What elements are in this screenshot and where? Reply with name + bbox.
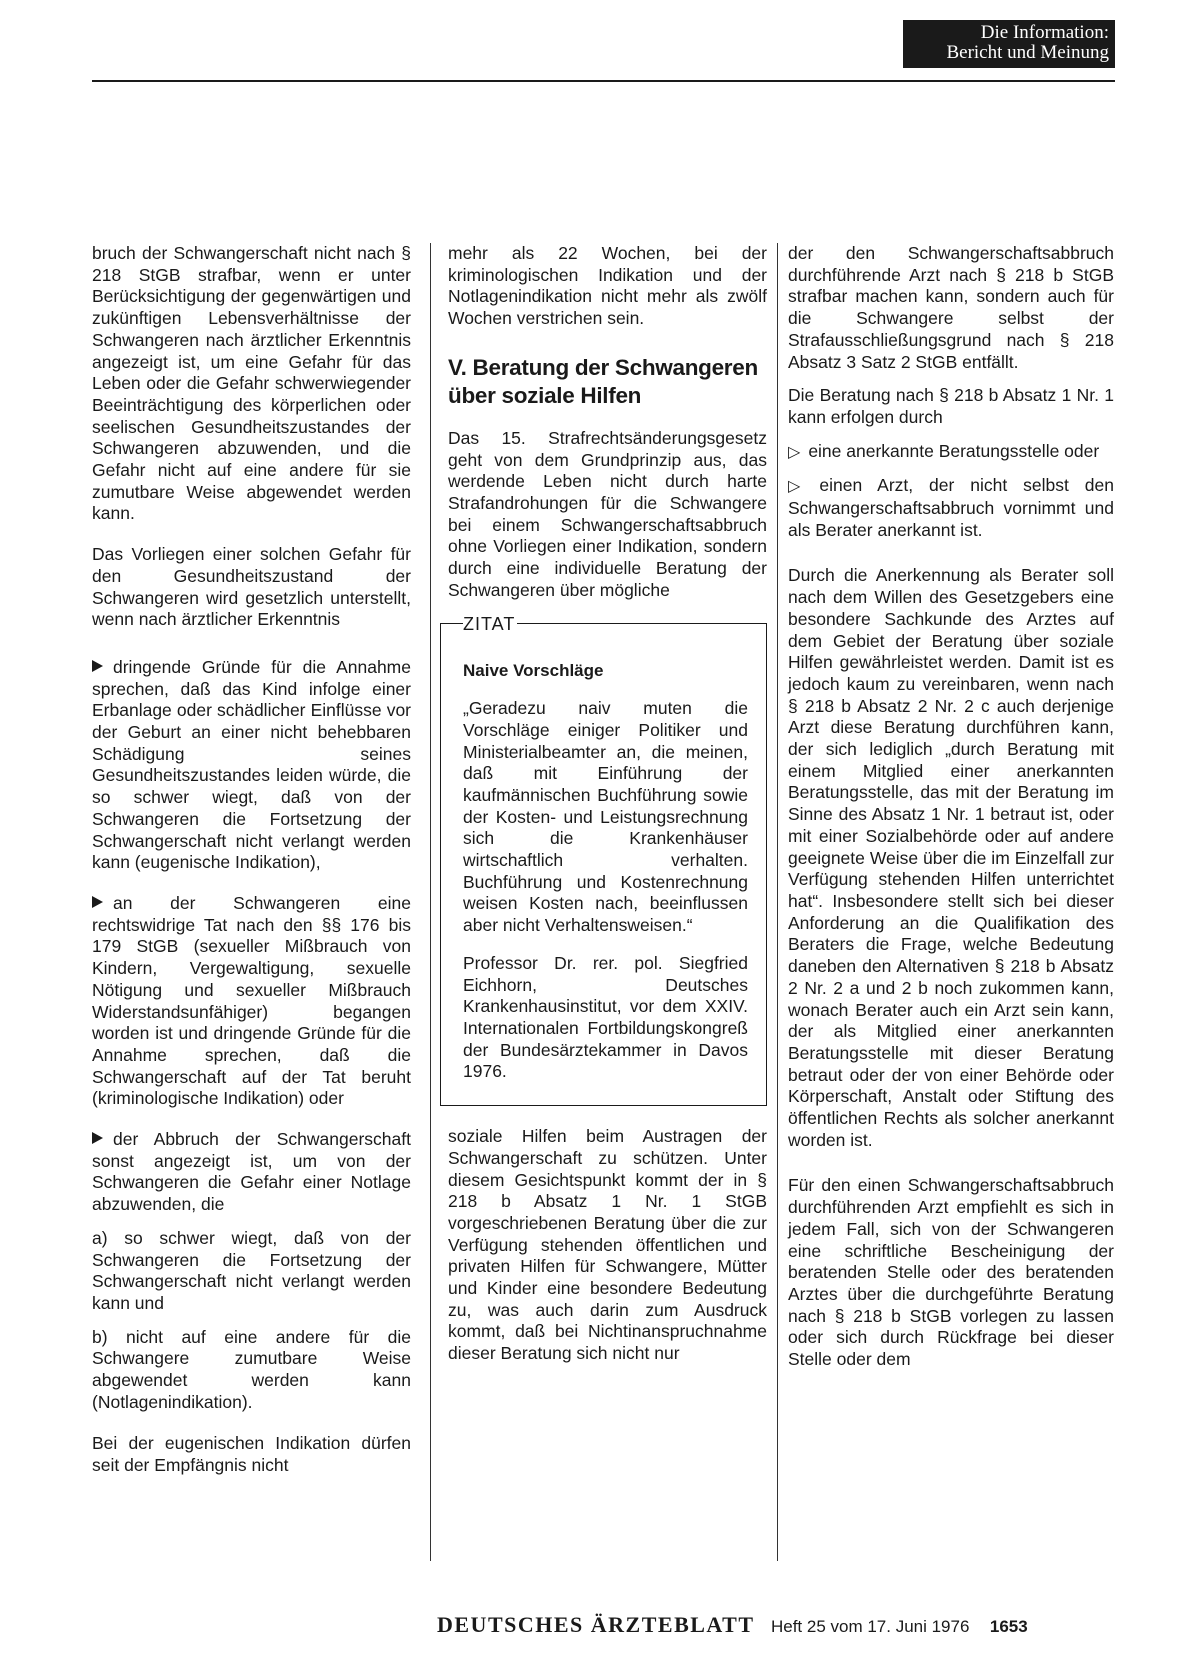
- paragraph: der den Schwangerschaftsabbruch durchführende Arzt nach § 218 b StGB strafbar machen kann, sondern auch für die Schwangere selbst der Strafausschließungsgrund nach § 218 Absatz 3 Satz 2 StGB entfällt.: [788, 243, 1114, 372]
- bullet-item: [92, 657, 411, 874]
- column-divider: [777, 243, 778, 1561]
- quote-label: ZITAT: [463, 614, 516, 635]
- column-2: [448, 243, 767, 1377]
- triangle-bullet-icon: [92, 896, 103, 908]
- quote-text: „Geradezu naiv muten die Vorschläge einiger Politiker und Ministerialbeamter an, die meinen, daß mit Einführung der kaufmännischen Buchführung sowie der Kosten- und Leistungsrechnung sich die Krankenhäuser wirtschaftlich verhalten. Buchführung und Kostenrechnung weisen Kosten nach, beeinflussen aber nicht Verhaltensweisen.“: [463, 698, 748, 936]
- list-item-b: b) nicht auf eine andere für die Schwangere zumutbare Weise abgewendet werden kann (Notlagenindikation).: [92, 1326, 411, 1412]
- bullet-text: der Abbruch der Schwangerschaft sonst angezeigt ist, um von der Schwangeren die Gefahr einer Notlage abzuwenden, die: [92, 1129, 411, 1215]
- paragraph: Für den einen Schwangerschaftsabbruch durchführenden Arzt empfiehlt es sich in jedem Fall, sich von der Schwangeren eine schriftliche Bescheinigung der beratenden Stelle oder des beratenden Arztes über die durchgeführte Beratung nach § 218 b StGB vorlegen zu lassen oder sich durch Rückfrage bei dieser Stelle oder dem: [788, 1175, 1114, 1370]
- header-rule: [92, 80, 1115, 82]
- paragraph: Das 15. Strafrechtsänderungsgesetz geht von dem Grundprinzip aus, das werdende Leben nicht durch harte Strafandrohungen für die Schwangere bei einem Schwangerschaftsabbruch ohne Vorliegen einer Indikation, sondern durch eine individuelle Beratung der Schwangeren über mögliche: [448, 427, 767, 600]
- quote-source: Professor Dr. rer. pol. Siegfried Eichhorn, Deutsches Krankenhausinstitut, vor dem XXIV. Internationalen Fortbildungskongreß der Bundesärztekammer in Davos 1976.: [463, 952, 748, 1082]
- section-badge: [903, 20, 1115, 68]
- option-text: einen Arzt, der nicht selbst den Schwangerschaftsabbruch vornimmt und als Berater anerkannt ist.: [788, 475, 1114, 540]
- option-text: eine anerkannte Beratungsstelle oder: [808, 440, 1100, 461]
- bullet-text: an der Schwangeren eine rechtswidrige Tat nach den §§ 176 bis 179 StGB (sexueller Mißbrauch von Kindern, Vergewaltigung, sexuelle Nötigung und sexueller Mißbrauch Widerstandsunfähiger) begangen worden ist und dringende Gründe für die Annahme sprechen, daß die Schwangerschaft auf der Tat beruht (kriminologische Indikation) oder: [92, 892, 411, 1109]
- paragraph: Die Beratung nach § 218 b Absatz 1 Nr. 1 kann erfolgen durch: [788, 385, 1114, 427]
- section-badge-line1: Die Information:: [980, 22, 1109, 43]
- option-item: [788, 441, 1114, 464]
- paragraph: bruch der Schwangerschaft nicht nach § 218 StGB strafbar, wenn er unter Berücksichtigung der gegenwärtigen und zukünftigen Lebensverhältnisse der Schwangeren nach ärztlicher Erkenntnis angezeigt ist, um eine Gefahr für das Leben oder die Gefahr schwerwiegender Beeinträchtigung des körperlichen oder seelischen Gesundheitszustandes der Schwangeren abzuwenden, und die Gefahr nicht auf eine andere für sie zumutbare Weise abgewendet werden kann.: [92, 243, 411, 524]
- journal-name: DEUTSCHES ÄRZTEBLATT: [437, 1612, 755, 1637]
- section-heading: V. Beratung der Schwangeren über soziale Hilfen: [448, 354, 758, 408]
- paragraph: soziale Hilfen beim Austragen der Schwangerschaft zu schützen. Unter diesem Gesichtspunkt kommt der in § 218 b Absatz 1 Nr. 1 StGB vorgeschriebenen Beratung über die zur Verfügung stehenden öffentlichen und privaten Hilfen für Schwangere, Mütter und Kinder eine besondere Bedeutung zu, was auch darin zum Ausdruck kommt, daß bei Nichtinanspruchnahme dieser Beratung sich nicht nur: [448, 1126, 767, 1364]
- outline-triangle-icon: ▷: [788, 443, 801, 461]
- paragraph: Bei der eugenischen Indikation dürfen seit der Empfängnis nicht: [92, 1433, 411, 1476]
- page-footer: [437, 1612, 1028, 1638]
- bullet-item: [92, 1129, 411, 1216]
- triangle-bullet-icon: [92, 660, 103, 672]
- issue-info: Heft 25 vom 17. Juni 1976: [770, 1617, 970, 1636]
- paragraph: mehr als 22 Wochen, bei der kriminologischen Indikation und der Notlagenindikation nicht mehr als zwölf Wochen verstrichen sein.: [448, 243, 767, 329]
- page-number: 1653: [989, 1617, 1028, 1636]
- option-item: [788, 475, 1114, 541]
- quote-title: Naive Vorschläge: [463, 661, 604, 681]
- bullet-item: [92, 893, 411, 1110]
- paragraph: Das Vorliegen einer solchen Gefahr für den Gesundheitszustand der Schwangeren wird gesetzlich unterstellt, wenn nach ärztlicher Erkenntnis: [92, 544, 411, 630]
- outline-triangle-icon: ▷: [788, 478, 812, 496]
- list-item-a: a) so schwer wiegt, daß von der Schwangeren die Fortsetzung der Schwangerschaft nicht verlangt werden kann und: [92, 1227, 411, 1313]
- bullet-text: dringende Gründe für die Annahme sprechen, daß das Kind infolge einer Erbanlage oder schädlicher Einflüsse vor der Geburt an einer nicht behebbaren Schädigung seines Gesundheitszustandes leiden würde, die so schwer wiegt, daß von der Schwangeren die Fortsetzung der Schwangerschaft nicht verlangt werden kann (eugenische Indikation),: [92, 656, 411, 873]
- section-badge-line2: Bericht und Meinung: [946, 42, 1109, 63]
- quote-box: [440, 614, 767, 1106]
- paragraph: Durch die Anerkennung als Berater soll nach dem Willen des Gesetzgebers eine besondere Sachkunde des Arztes auf dem Gebiet der Beratung über soziale Hilfen gewährleistet werden. Damit ist es jedoch kaum zu vereinbaren, wenn nach § 218 b Absatz 2 Nr. 2 c auch derjenige Arzt diese Beratung durchführen kann, der sich lediglich „durch Beratung mit einem Mitglied einer anerkannten Beratungsstelle, das mit der Beratung im Sinne des Absatz 1 Nr. 1 betraut ist, oder mit einer Sozialbehörde oder auf andere geeignete Weise über die im Einzelfall zur Verfügung stehenden Hilfen unterrichtet hat“. Insbesondere stellt sich bei dieser Anforderung an die Qualifikation des Beraters die Frage, welche Bedeutung daneben den Alternativen § 218 b Absatz 2 Nr. 2 a und 2 b noch zukommen kann, wonach Berater auch ein Arzt sein kann, der als Mitglied einer anerkannten Beratungsstelle mit dieser Beratung betraut oder der von einer Behörde oder Körperschaft, Anstalt oder Stiftung des öffentlichen Rechts als solcher anerkannt worden ist.: [788, 565, 1114, 1150]
- column-3: [788, 243, 1114, 1383]
- column-divider: [430, 243, 431, 1561]
- column-1: [92, 243, 411, 1489]
- triangle-bullet-icon: [92, 1132, 103, 1144]
